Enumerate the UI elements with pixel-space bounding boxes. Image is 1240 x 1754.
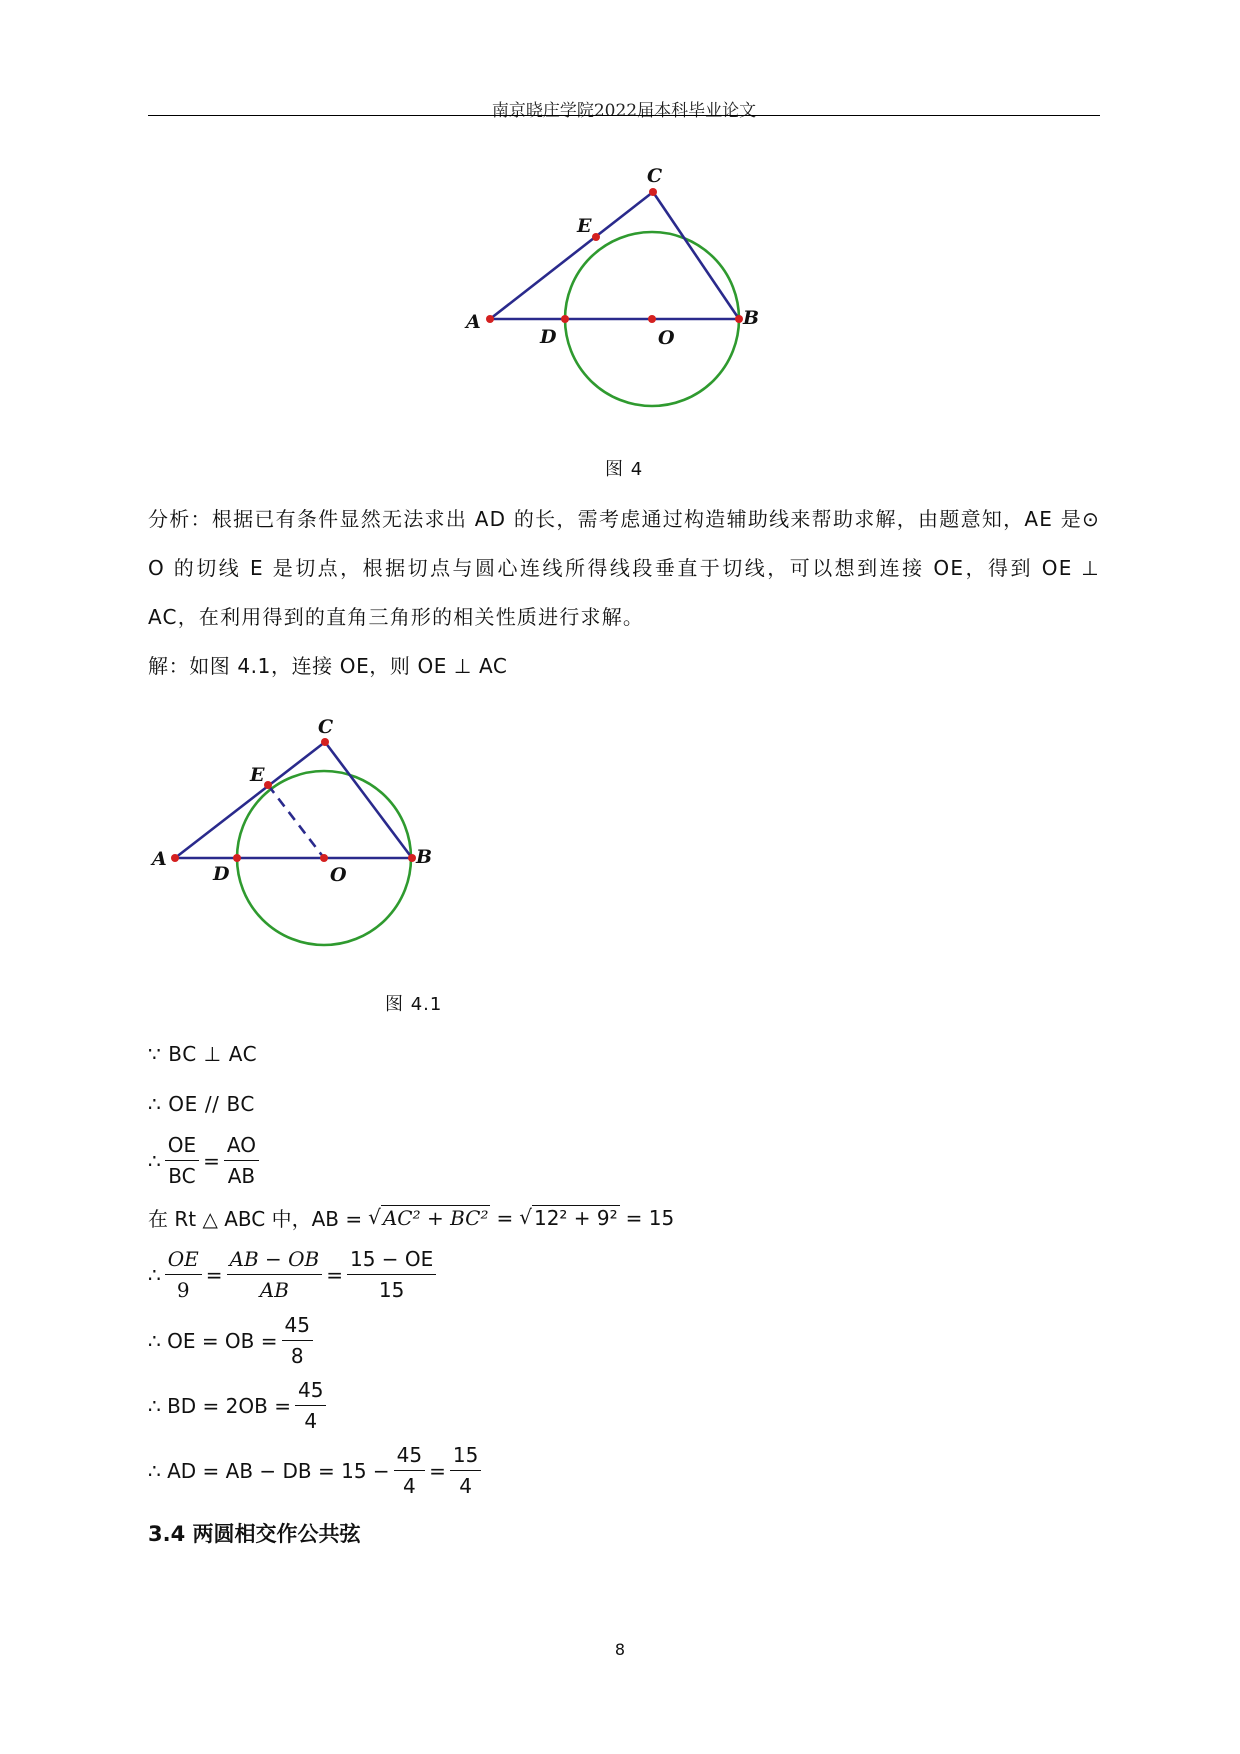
fraction-oe-9: $\frac{OE}{9}$ (165, 1246, 202, 1303)
point-d (233, 854, 241, 862)
point-c (321, 738, 329, 746)
fraction-45-4: $\frac{45}{4}$ (394, 1442, 425, 1499)
fraction-15-4: $\frac{15}{4}$ (450, 1442, 481, 1499)
fraction-45-4: $\frac{45}{4}$ (295, 1377, 326, 1434)
fraction-15-oe: $\frac{15 - OE}{15}$ (347, 1246, 436, 1303)
segment-ac (490, 192, 653, 319)
label-o: O (658, 327, 675, 349)
figure-4 (460, 160, 780, 420)
analysis-paragraph: 分析：根据已有条件显然无法求出 AD 的长，需考虑通过构造辅助线来帮助求解，由题意知，AE 是⊙ O 的切线 E 是切点，根据切点与圆心连线所得线段垂直于切线，可以想到连接 OE，得到 OE ⊥ AC，在利用得到的直角三角形的相关性质进行求解。 (148, 507, 1100, 629)
figure-4-1 (150, 715, 450, 955)
point-o (320, 854, 328, 862)
label-b: B (743, 307, 760, 329)
sqrt-ac-bc: √ AC² + BC² (368, 1205, 489, 1230)
step-3: ∴ $\frac{OE}{BC}$ = $\frac{AO}{AB}$ (148, 1132, 263, 1189)
point-b (408, 854, 416, 862)
fraction-ab-ob: $\frac{AB - OB}{AB}$ (227, 1246, 323, 1303)
label-d: D (540, 326, 557, 348)
step-6: ∴ OE = OB = $\frac{45}{8}$ (148, 1312, 317, 1369)
solution-intro: 解：如图 4.1，连接 OE，则 OE ⊥ AC (148, 654, 508, 678)
label-e: E (250, 764, 265, 786)
point-a (171, 854, 179, 862)
section-heading: 3.4 两圆相交作公共弦 (148, 1522, 361, 1546)
step-2: ∴ OE // BC (148, 1092, 255, 1116)
segment-cb (325, 742, 412, 858)
fraction-ao-ab: $\frac{AO}{AB}$ (224, 1132, 259, 1189)
fraction-45-8: $\frac{45}{8}$ (282, 1312, 313, 1369)
point-c (649, 188, 657, 196)
label-e: E (577, 215, 592, 237)
step-4: 在 Rt △ ABC 中，AB = √ AC² + BC² = √ 12² + 9² = 15 (148, 1205, 675, 1231)
label-a: A (152, 848, 167, 870)
point-d (561, 315, 569, 323)
point-e (592, 233, 600, 241)
label-b: B (416, 846, 433, 868)
page-number: 8 (614, 1640, 626, 1659)
fraction-oe-bc: $\frac{OE}{BC}$ (165, 1132, 199, 1189)
step-7: ∴ BD = 2OB = $\frac{45}{4}$ (148, 1377, 330, 1434)
point-o (648, 315, 656, 323)
segment-ac (175, 742, 325, 858)
running-header: 南京晓庄学院2022届本科毕业论文 (491, 101, 757, 121)
segment-cb (653, 192, 739, 319)
header-rule (148, 115, 1100, 116)
figure-4-caption: 图 4 (605, 459, 644, 480)
point-b (735, 315, 743, 323)
step-5: ∴ $\frac{OE}{9}$ = $\frac{AB - OB}{AB}$ = $\frac{15 - OE}{15}$ (148, 1246, 440, 1303)
label-o: O (330, 864, 347, 886)
label-c: C (647, 165, 663, 187)
dashed-segment-oe (268, 785, 324, 858)
figure-4-1-caption: 图 4.1 (385, 994, 443, 1015)
point-a (486, 315, 494, 323)
point-e (264, 781, 272, 789)
step-3-prefix: ∴ (148, 1148, 161, 1173)
label-c: C (318, 716, 334, 738)
label-a: A (466, 311, 481, 333)
step-8: ∴ AD = AB − DB = 15 − $\frac{45}{4}$ = $\frac{15}{4}$ (148, 1442, 485, 1499)
label-d: D (213, 863, 230, 885)
sqrt-12-9: √ 12² + 9² (519, 1205, 618, 1230)
step-1: ∵ BC ⊥ AC (148, 1042, 258, 1066)
